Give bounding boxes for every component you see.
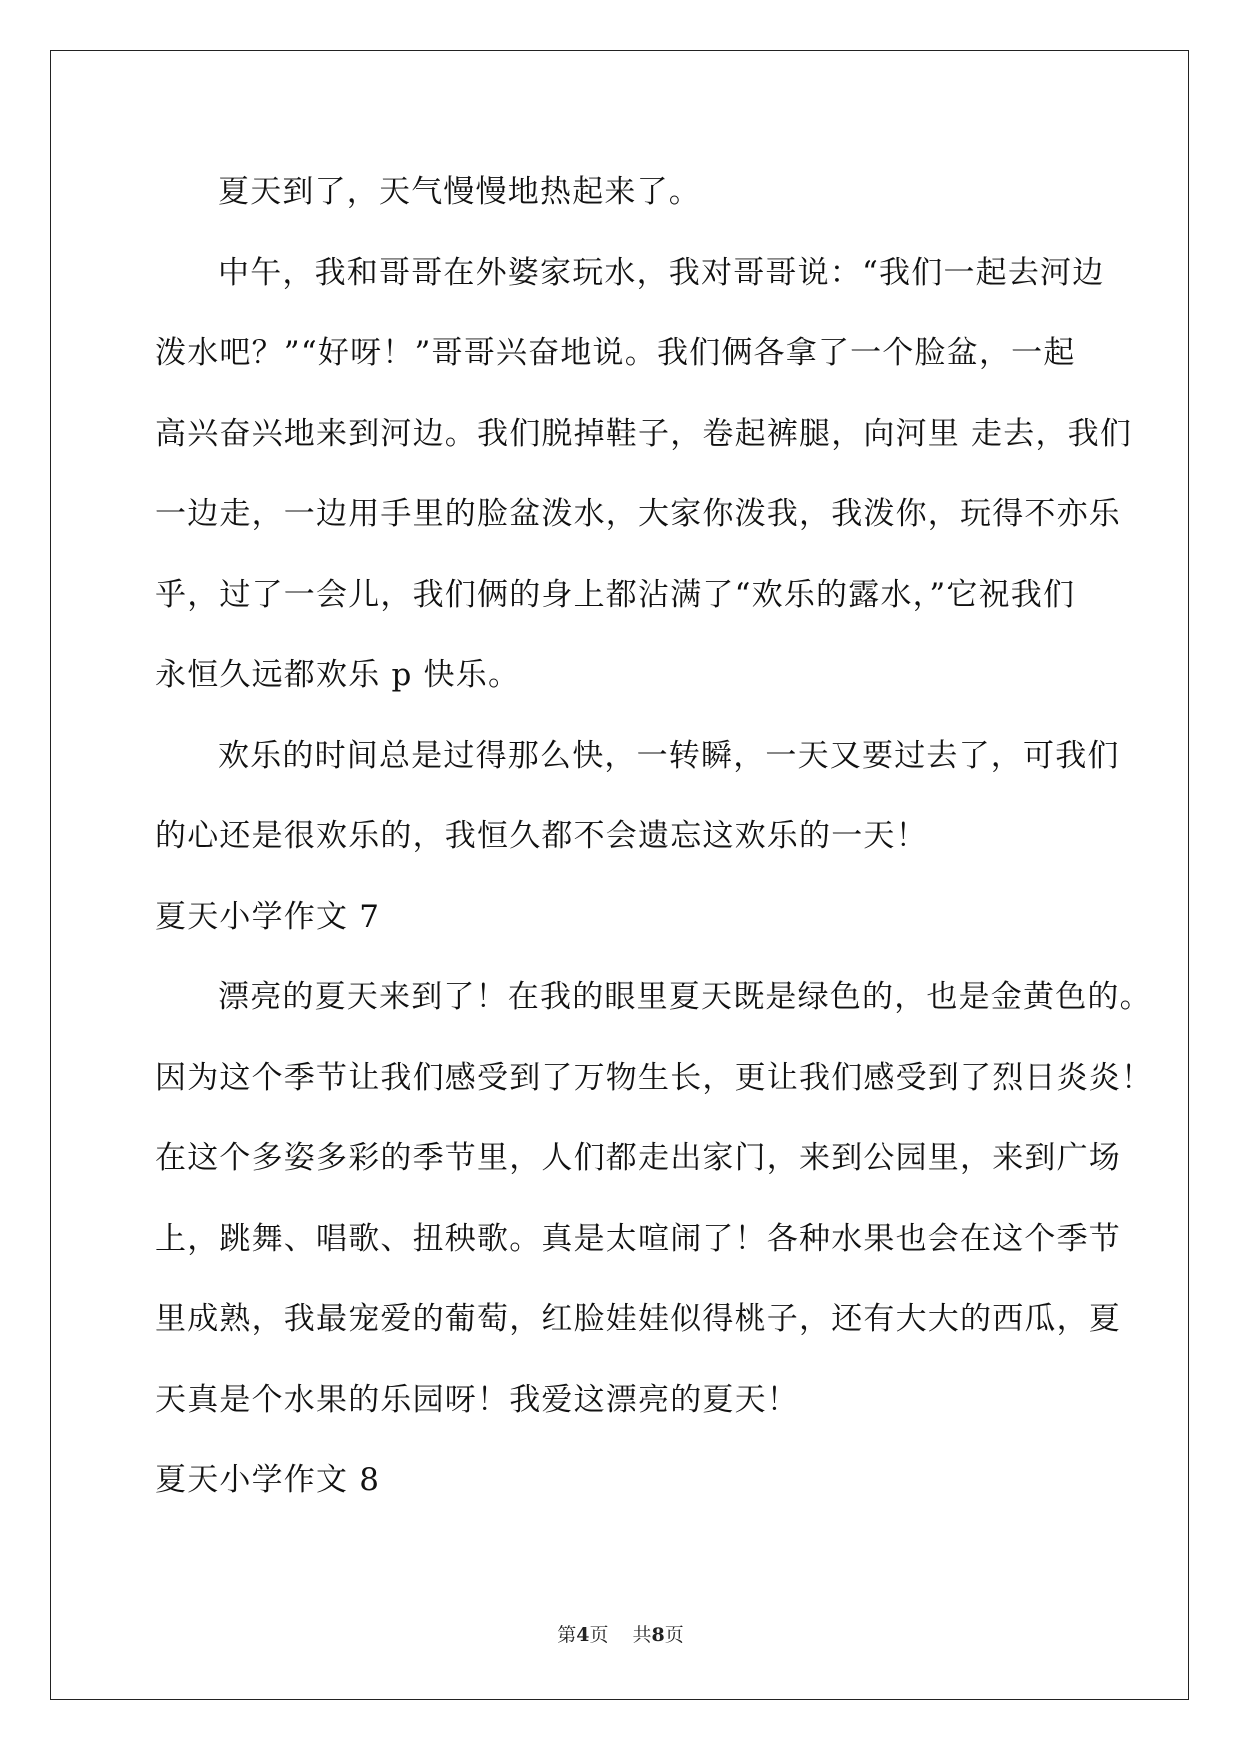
page-number-prefix: 第 bbox=[557, 1624, 577, 1646]
text-line: 乎，过了一会儿，我们俩的身上都沾满了“欢乐的露水，”它祝我们 bbox=[155, 576, 1076, 613]
section-heading: 夏天小学作文 8 bbox=[155, 1462, 381, 1498]
page-number-current: 4 bbox=[576, 1624, 590, 1646]
text-line: 天真是个水果的乐园呀！我爱这漂亮的夏天！ bbox=[155, 1381, 799, 1418]
text-line: 永恒久远都欢乐 p 快乐。 bbox=[155, 657, 521, 693]
text-line: 中午，我和哥哥在外婆家玩水，我对哥哥说：“我们一起去河边 bbox=[218, 254, 1105, 291]
text-line: 在这个多姿多彩的季节里，人们都走出家门，来到公园里，来到广场 bbox=[155, 1140, 1121, 1176]
text-line: 夏天到了，天气慢慢地热起来了。 bbox=[218, 174, 701, 210]
section-heading: 夏天小学作文 7 bbox=[155, 898, 381, 935]
page-footer bbox=[0, 1620, 1241, 1647]
document-body bbox=[155, 152, 1154, 1521]
text-line: 高兴奋兴地来到河边。我们脱掉鞋子，卷起裤腿，向河里 走去，我们 bbox=[155, 415, 1133, 452]
text-line: 因为这个季节让我们感受到了万物生长，更让我们感受到了烈日炎炎！ bbox=[155, 1059, 1154, 1096]
page-number-total: 8 bbox=[651, 1624, 665, 1646]
text-line: 里成熟，我最宠爱的葡萄，红脸娃娃似得桃子，还有大大的西瓜，夏 bbox=[155, 1301, 1121, 1337]
page-total-prefix: 共 bbox=[632, 1624, 652, 1646]
text-line: 上，跳舞、唱歌、扭秧歌。真是太喧闹了！各种水果也会在这个季节 bbox=[155, 1220, 1121, 1257]
text-line: 欢乐的时间总是过得那么快，一转瞬，一天又要过去了，可我们 bbox=[218, 737, 1120, 774]
text-line: 的心还是很欢乐的，我恒久都不会遗忘这欢乐的一天！ bbox=[155, 818, 928, 854]
text-line: 泼水吧？”“好呀！”哥哥兴奋地说。我们俩各拿了一个脸盆，一起 bbox=[155, 335, 1076, 371]
text-line: 漂亮的夏天来到了！在我的眼里夏天既是绿色的，也是金黄色的。 bbox=[218, 979, 1152, 1015]
page-number-suffix: 页 bbox=[589, 1624, 609, 1646]
text-line: 一边走，一边用手里的脸盆泼水，大家你泼我，我泼你，玩得不亦乐 bbox=[155, 496, 1121, 532]
page-total-suffix: 页 bbox=[664, 1624, 684, 1646]
